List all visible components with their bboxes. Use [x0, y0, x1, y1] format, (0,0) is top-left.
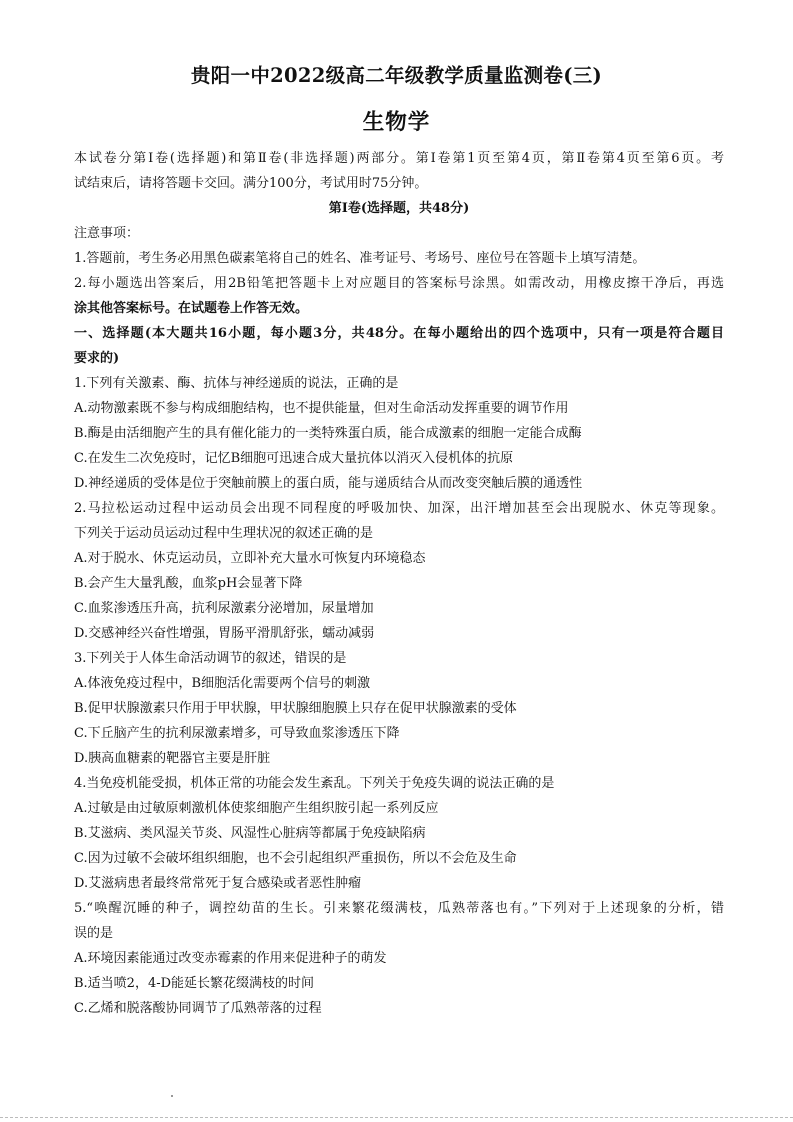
question-stem: 3.下列关于人体生命活动调节的叙述，错误的是: [74, 651, 347, 666]
part-heading: 要求的): [74, 351, 120, 366]
part-heading: 一、选择题(本大题共16小题，每小题3分，共48分。在每小题给出的四个选项中，只有一项是符合题目: [74, 326, 724, 341]
question-5: [74, 896, 724, 1021]
question-2: [74, 496, 724, 646]
option-a: A.对于脱水、休克运动员，立即补充大量水可恢复内环境稳态: [74, 551, 426, 566]
option-a: A.体液免疫过程中，B细胞活化需要两个信号的刺激: [74, 676, 371, 691]
question-1: [74, 371, 724, 496]
option-b: B.艾滋病、类风湿关节炎、风湿性心脏病等都属于免疫缺陷病: [74, 826, 426, 841]
option-c: C.乙烯和脱落酸协同调节了瓜熟蒂落的过程: [74, 1001, 322, 1016]
option-b: B.促甲状腺激素只作用于甲状腺，甲状腺细胞膜上只存在促甲状腺激素的受体: [74, 701, 517, 716]
option-a: A.动物激素既不参与构成细胞结构，也不提供能量，但对生命活动发挥重要的调节作用: [74, 401, 569, 416]
option-c: C.下丘脑产生的抗利尿激素增多，可导致血浆渗透压下降: [74, 726, 400, 741]
intro-line: 试结束后，请将答题卡交回。满分100分，考试用时75分钟。: [74, 176, 428, 191]
notice-item-emphasis: 涂其他答案标号。在试题卷上作答无效。: [74, 301, 309, 316]
option-d: D.艾滋病患者最终常常死于复合感染或者恶性肿瘤: [74, 876, 362, 891]
notice-item: 2.每小题选出答案后，用2B铅笔把答题卡上对应题目的答案标号涂黑。如需改动，用橡皮擦干净后，再选: [74, 276, 724, 291]
question-stem: 1.下列有关激素、酶、抗体与神经递质的说法，正确的是: [74, 376, 399, 391]
option-a: A.环境因素能通过改变赤霉素的作用来促进种子的萌发: [74, 951, 387, 966]
page-mark: [171, 1095, 173, 1097]
option-c: C.因为过敏不会破坏组织细胞，也不会引起组织严重损伤，所以不会危及生命: [74, 851, 517, 866]
option-a: A.过敏是由过敏原刺激机体使浆细胞产生组织胺引起一系列反应: [74, 801, 439, 816]
option-b: B.酶是由活细胞产生的具有催化能力的一类特殊蛋白质，能合成激素的细胞一定能合成酶: [74, 426, 582, 441]
option-d: D.交感神经兴奋性增强，胃肠平滑肌舒张，蠕动减弱: [74, 626, 375, 641]
notice-item: 1.答题前，考生务必用黑色碳素笔将自己的姓名、准考证号、考场号、座位号在答题卡上填写清楚。: [74, 251, 646, 266]
option-b: B.适当喷2，4-D能延长繁花缀满枝的时间: [74, 976, 315, 991]
question-stem: 下列关于运动员运动过程中生理状况的叙述正确的是: [74, 526, 374, 541]
question-stem: 误的是: [74, 926, 114, 941]
intro-line: 本试卷分第Ⅰ卷(选择题)和第Ⅱ卷(非选择题)两部分。第Ⅰ卷第1页至第4页，第Ⅱ卷第4页至第6页。考: [74, 151, 724, 166]
exam-title: 贵阳一中2022级高二年级教学质量监测卷(三): [190, 64, 603, 87]
question-stem: 2.马拉松运动过程中运动员会出现不同程度的呼吸加快、加深，出汗增加甚至会出现脱水、休克等现象。: [74, 501, 724, 516]
question-stem: 4.当免疫机能受损，机体正常的功能会发生紊乱。下列关于免疫失调的说法正确的是: [74, 776, 555, 791]
option-d: D.神经递质的受体是位于突触前膜上的蛋白质，能与递质结合从而改变突触后膜的通透性: [74, 476, 583, 491]
subject-title: 生物学: [362, 110, 431, 135]
question-4: [74, 771, 724, 896]
section-heading: 第Ⅰ卷(选择题，共48分): [328, 201, 470, 216]
option-c: C.血浆渗透压升高，抗利尿激素分泌增加，尿量增加: [74, 601, 374, 616]
option-d: D.胰高血糖素的靶器官主要是肝脏: [74, 751, 271, 766]
option-b: B.会产生大量乳酸，血浆pH会显著下降: [74, 576, 303, 591]
question-stem: 5.“唤醒沉睡的种子，调控幼苗的生长。引来繁花缀满枝，瓜熟蒂落也有。”下列对于上述现象的分析，错: [74, 901, 724, 916]
question-3: [74, 646, 724, 771]
exam-content: [74, 146, 724, 1021]
option-c: C.在发生二次免疫时，记忆B细胞可迅速合成大量抗体以消灭入侵机体的抗原: [74, 451, 514, 466]
notice-title: 注意事项：: [74, 226, 140, 241]
page-bottom-rule: [0, 1117, 793, 1118]
